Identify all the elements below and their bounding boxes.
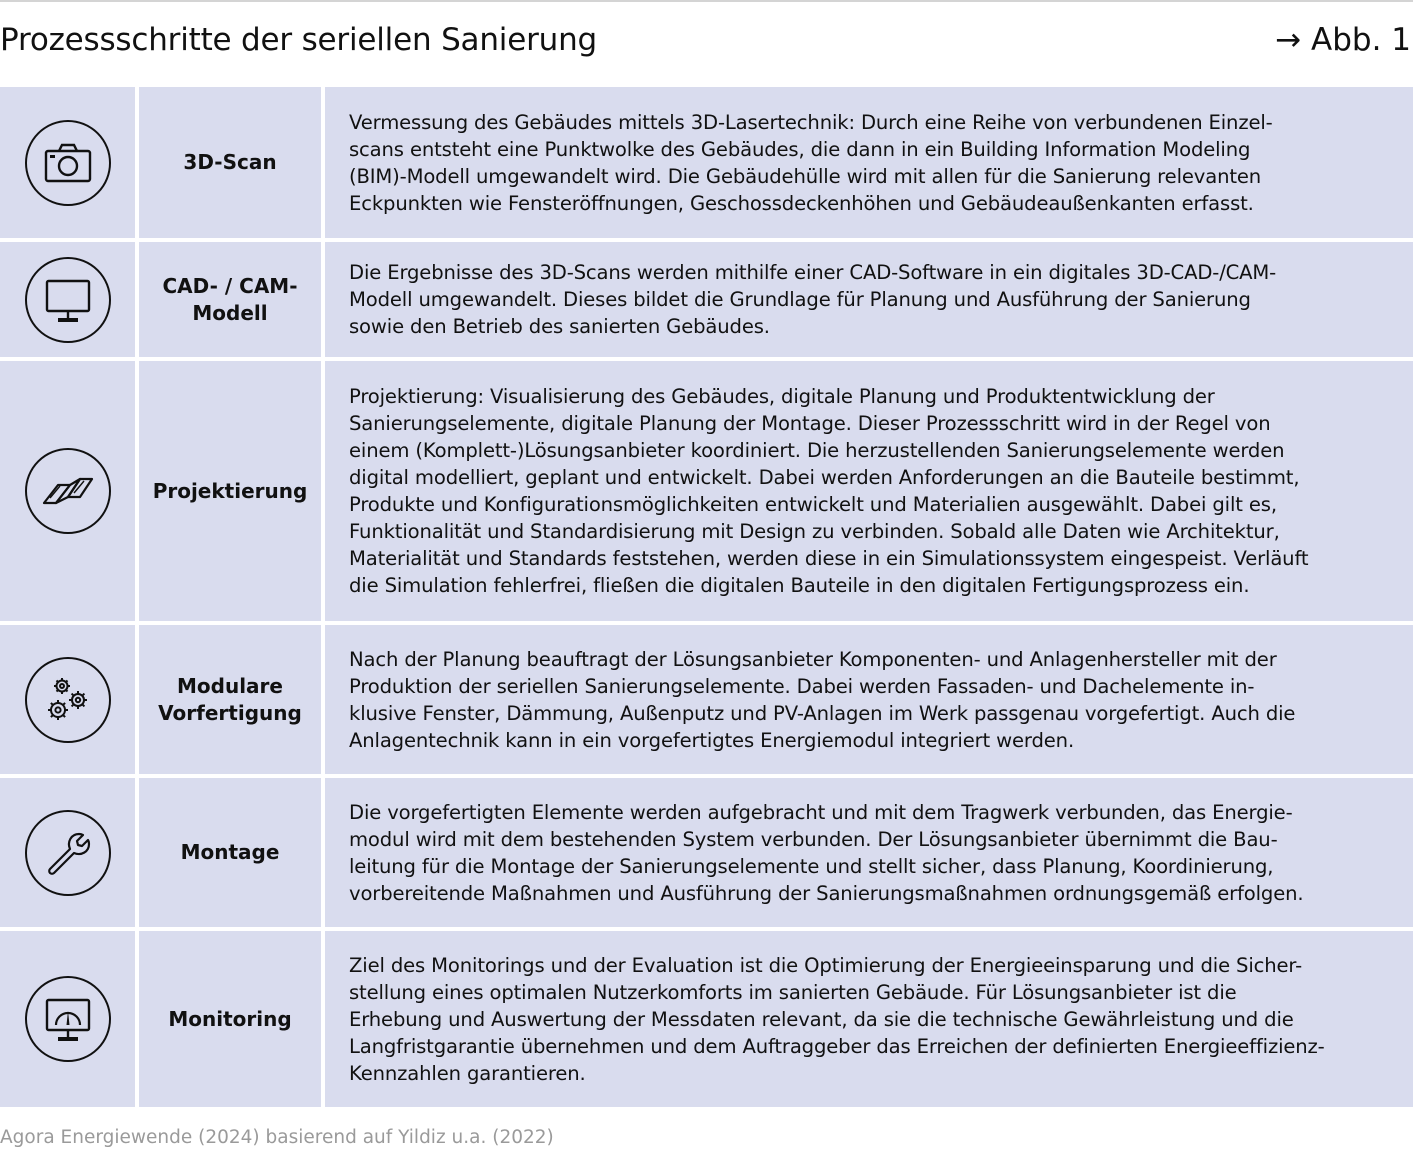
table-row-montage bbox=[0, 778, 1413, 927]
row-label: Monitoring bbox=[168, 1006, 292, 1031]
row-description: Vermessung des Gebäudes mittels 3D-Lasertechnik: Durch eine Reihe von verbundenen Einzel- scans entsteht eine Punktwolke des Gebäudes, die dann in ein Building Information Modeling (BIM)-Modell umgewandelt wird. Die Gebäudehülle wird mit allen für die Sanierung relevanten Eckpunkten wie Fensteröffnungen, Geschossdeckenhöhen und Gebäudeaußenkanten erfasst. bbox=[349, 110, 1273, 215]
row-description: Ziel des Monitorings und der Evaluation ist die Optimierung der Energieeinsparung und die Sicher- stellung eines optimalen Nutzerkomforts im sanierten Gebäude. Für Lösungsanbieter ist die Erhebung und Auswertung der Messdaten relevant, da sie die technische Gewährleistung und die Langfristgarantie übernehmen und dem Auftraggeber das Erreichen der definierten Energieeffizienz- Kennzahlen garantieren. bbox=[349, 953, 1325, 1085]
camera-icon bbox=[40, 135, 96, 191]
figure-title: Prozessschritte der seriellen Sanierung bbox=[0, 22, 597, 58]
table-row-modulare-vorfertigung bbox=[0, 625, 1413, 774]
table-row-3d-scan bbox=[0, 87, 1413, 238]
row-label: Montage bbox=[180, 840, 280, 864]
row-label: CAD- / CAM- Modell bbox=[162, 273, 298, 325]
table-row-projektierung bbox=[0, 361, 1413, 621]
row-description: Die vorgefertigten Elemente werden aufgebracht und mit dem Tragwerk verbunden, das Energie- modul wird mit dem bestehenden System verbunden. Der Lösungsanbieter übernimmt die Bau- leitung für die Montage der Sanierungselemente und stellt sicher, dass Planung, Koordinierung, vorbereitende Maßnahmen und Ausführung der Sanierungsmaßnahmen ordnungsgemäß erfolgen. bbox=[349, 800, 1304, 905]
figure-reference: → Abb. 1 bbox=[1275, 22, 1411, 58]
source-note: Agora Energiewende (2024) basierend auf Yildiz u.a. (2022) bbox=[0, 1127, 554, 1148]
row-description: Nach der Planung beauftragt der Lösungsanbieter Komponenten- und Anlagenhersteller mit der Produktion der seriellen Sanierungselemente. Dabei werden Fassaden- und Dachelemente in- klusive Fenster, Dämmung, Außenputz und PV-Anlagen im Werk passgenau vorgefertigt. Auch die Anlagentechnik kann in ein vorgefertigtes Energiemodul integriert werden. bbox=[349, 647, 1296, 752]
monitor-icon bbox=[40, 272, 96, 328]
wrench-icon bbox=[40, 825, 96, 881]
icon-cell bbox=[0, 242, 135, 357]
icon-cell bbox=[0, 361, 135, 621]
gauge-monitor-icon bbox=[40, 991, 96, 1047]
icon-cell bbox=[0, 87, 135, 238]
gears-icon bbox=[40, 672, 96, 728]
table-row-cad-cam bbox=[0, 242, 1413, 357]
row-label: Projektierung bbox=[152, 478, 308, 503]
blueprint-icon bbox=[40, 463, 96, 519]
table-row-monitoring bbox=[0, 931, 1413, 1107]
icon-cell bbox=[0, 625, 135, 774]
row-description: Die Ergebnisse des 3D-Scans werden mithilfe einer CAD-Software in ein digitales 3D-CAD-/CAM- Modell umgewandelt. Dieses bildet die Grundlage für Planung und Ausführung der Sanierung sowie den Betrieb des sanierten Gebäudes. bbox=[349, 261, 1277, 338]
row-description: Projektierung: Visualisierung des Gebäudes, digitale Planung und Produktentwicklung der Sanierungselemente, digitale Planung der Montage. Dieser Prozessschritt wird in der Regel von einem (Komplett-)Lösungsanbieter koordiniert. Die herzustellenden Sanierungselemente werden digital modelliert, geplant und entwickelt. Dabei werden Anforderungen an die Bauteile bestimmt, Produkte und Konfigurationsmöglichkeiten entwickelt und Materialien ausgewählt. Dabei gilt es, Funktionalität und Standardisierung mit Design zu verbinden. Sobald alle Daten wie Architektur, Materialität und Standards feststehen, werden diese in ein Simulationssystem eingespeist. Verläuft die Simulation fehlerfrei, fließen die digitalen Bauteile in den digitalen Fertigungsprozess ein. bbox=[349, 385, 1309, 597]
top-rule bbox=[0, 0, 1413, 2]
row-label: 3D-Scan bbox=[183, 150, 277, 174]
icon-cell bbox=[0, 778, 135, 927]
figure-header bbox=[0, 22, 1413, 64]
row-label: Modulare Vorfertigung bbox=[158, 673, 302, 725]
icon-cell bbox=[0, 931, 135, 1107]
